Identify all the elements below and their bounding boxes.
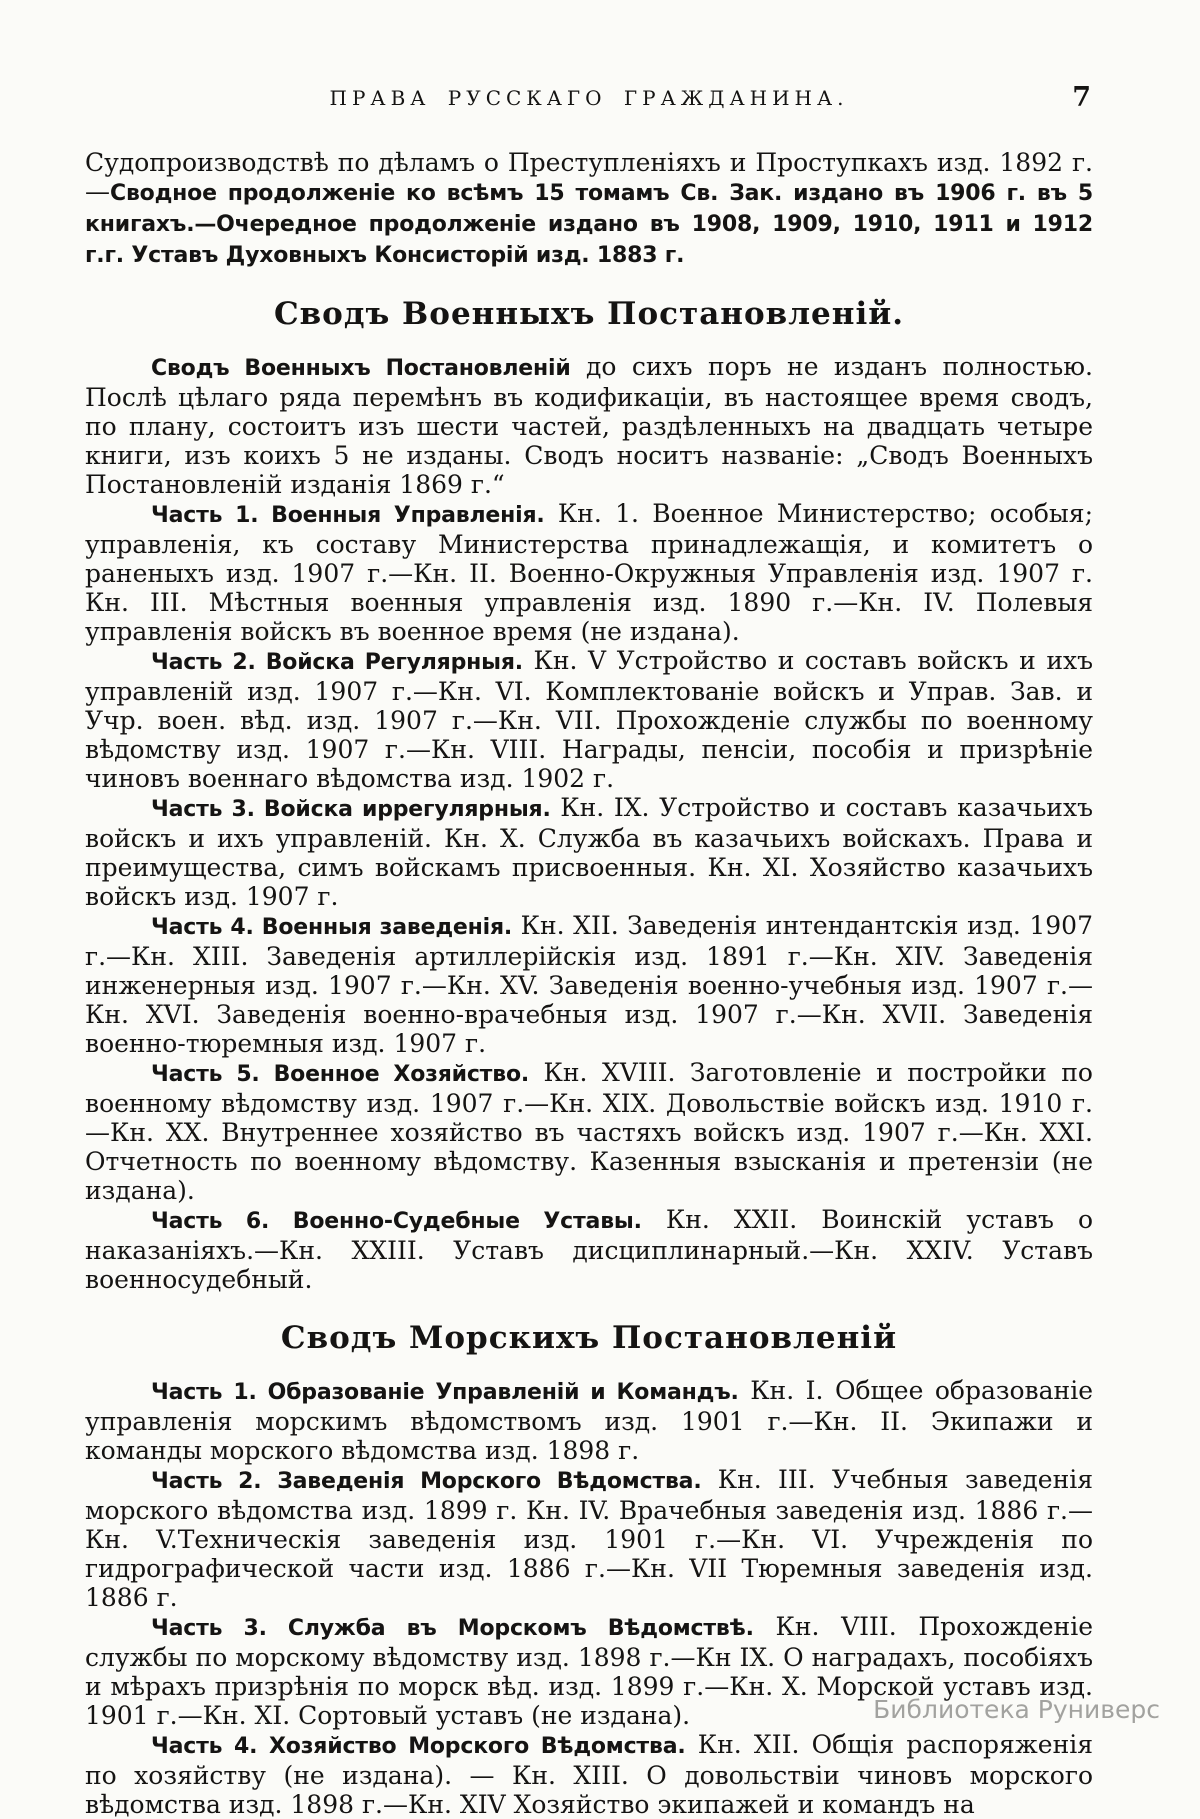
paragraph-text: Кн. VIII. Прохожденіе службы по морскому вѣдомству изд. 1898 г.—Кн IX. О наградахъ, пособіяхъ и мѣрахъ призрѣнія по морск вѣд. изд. 1899 г.—Кн. X. Морской уставъ изд. 1901 г.—Кн. XI. Сортовый уставъ (не издана).	[85, 1612, 1093, 1730]
part-label: Часть 1. Образованіе Управленій и Командъ.	[151, 1380, 739, 1405]
part-label: Часть 5. Военное Хозяйство.	[151, 1062, 530, 1087]
paragraph-text: до сихъ поръ не изданъ полностью. Послѣ цѣлаго ряда перемѣнъ въ кодификаціи, въ настоящее время сводъ, по плану, состоитъ изъ шести частей, раздѣленныхъ на двадцать четыре книги, изъ коихъ 5 не изданы. Сводъ носитъ названіе: „Сводъ Военныхъ Постановленій изданія 1869 г.“	[85, 352, 1093, 499]
military-section-heading: Сводъ Военныхъ Постановленій.	[273, 296, 905, 332]
part-label: Часть 6. Военно-Судебные Уставы.	[151, 1209, 642, 1234]
part-label: Часть 4. Военныя заведенія.	[151, 915, 513, 940]
paragraph-text: Кн. IX. Устройство и составъ казачьихъ войскъ и ихъ управленій. Кн. X. Служба въ казачьихъ войскахъ. Права и преимущества, симъ войскамъ присвоенныя. Кн. XI. Хозяйство казачьихъ войскъ изд. 1907 г.	[85, 793, 1093, 911]
part-label: Часть 3. Войска иррегулярныя.	[151, 797, 551, 822]
paragraph-text: Кн. 1. Военное Министерство; особыя; управленія, къ составу Министерства принадлежащія, и комитетъ о раненыхъ изд. 1907 г.—Кн. II. Военно-Окружныя Управленія изд. 1907 г. Кн. III. Мѣстныя военныя управленія изд. 1890 г.—Кн. IV. Полевыя управленія войскъ въ военное время (не издана).	[85, 499, 1094, 646]
intro-bold-text: Сводное продолженіе ко всѣмъ 15 томамъ Св. Зак. издано въ 1906 г. въ 5 книгахъ.—Очередное продолженіе издано въ 1908, 1909, 1910, 1911 и 1912 г.г. Уставъ Духовныхъ Консисторій изд. 1883 г.	[85, 181, 1093, 268]
part-label: Сводъ Военныхъ Постановленій	[151, 356, 571, 381]
paragraph	[85, 1205, 1093, 1294]
intro-regular-text: Судопроизводствѣ по дѣламъ о Преступленіяхъ и Проступкахъ изд. 1892 г.—	[85, 148, 1093, 206]
part-label: Часть 2. Войска Регулярныя.	[151, 650, 523, 675]
runivers-watermark: Библиотека Руниверс	[873, 1695, 1160, 1724]
part-label: Часть 4. Хозяйство Морского Вѣдомства.	[151, 1734, 686, 1759]
paragraph-text: Кн. I. Общее образованіе управленія морскимъ вѣдомствомъ изд. 1901 г.—Кн. II. Экипажи и команды морского вѣдомства изд. 1898 г.	[85, 1376, 1093, 1465]
paragraph-text: Кн. XVIII. Заготовленіе и постройки по военному вѣдомству изд. 1907 г.—Кн. XIX. Довольствіе войскъ изд. 1910 г.—Кн. XX. Внутреннее хозяйство въ частяхъ войскъ изд. 1907 г.—Кн. XXI. Отчетность по военному вѣдомству. Казенныя взысканія и претензіи (не издана).	[85, 1058, 1093, 1205]
paragraph	[85, 793, 1093, 911]
page-number: 7	[1072, 82, 1091, 113]
page-header	[85, 82, 1093, 120]
intro-paragraph	[85, 148, 1093, 270]
naval-section-heading: Сводъ Морскихъ Постановленій	[280, 1320, 898, 1356]
paragraph-text: Кн. V Устройство и составъ войскъ и ихъ управленій изд. 1907 г.—Кн. VI. Комплектованіе войскъ и Управ. Зав. и Учр. воен. вѣд. изд. 1907 г.—Кн. VII. Прохожденіе службы по военному вѣдомству изд. 1907 г.—Кн. VIII. Награды, пенсіи, пособія и призрѣніе чиновъ военнаго вѣдомства изд. 1902 г.	[85, 646, 1093, 793]
scanned-page	[85, 82, 1094, 1819]
paragraph	[85, 911, 1093, 1058]
paragraph-text: Кн. XXII. Воинскій уставъ о наказаніяхъ.—Кн. XXIII. Уставъ дисциплинарный.—Кн. XXIV. Уставъ военносудебный.	[85, 1205, 1093, 1294]
running-title: ПРАВА РУССКАГО ГРАЖДАНИНА.	[329, 86, 849, 110]
paragraph	[85, 1465, 1093, 1612]
paragraph	[85, 1058, 1093, 1205]
paragraph	[85, 646, 1093, 793]
paragraph-text: Кн. III. Учебныя заведенія морского вѣдомства изд. 1899 г. Кн. IV. Врачебныя заведенія изд. 1886 г.—Кн. V.Техническія заведенія изд. 1901 г.—Кн. VI. Учрежденія по гидрографической части изд. 1886 г.—Кн. VII Тюремныя заведенія изд. 1886 г.	[85, 1465, 1093, 1612]
part-label: Часть 1. Военныя Управленія.	[151, 503, 545, 528]
paragraph	[85, 352, 1093, 499]
paragraph	[85, 499, 1093, 646]
paragraph-text: Кн. XII. Общія распоряженія по хозяйству (не издана). — Кн. XIII. О довольствіи чиновъ морского вѣдомства изд. 1898 г.—Кн. XIV Хозяйство экипажей и командъ на	[85, 1730, 1093, 1819]
paragraph-text: Кн. XII. Заведенія интендантскія изд. 1907 г.—Кн. XIII. Заведенія артиллерійскія изд. 1891 г.—Кн. XIV. Заведенія инженерныя изд. 1907 г.—Кн. XV. Заведенія военно-учебныя изд. 1907 г.—Кн. XVI. Заведенія военно-врачебныя изд. 1907 г.—Кн. XVII. Заведенія военно-тюремныя изд. 1907 г.	[85, 911, 1093, 1058]
paragraph	[85, 1376, 1093, 1465]
paragraph	[85, 1730, 1093, 1819]
part-label: Часть 3. Служба въ Морскомъ Вѣдомствѣ.	[151, 1616, 754, 1641]
part-label: Часть 2. Заведенія Морского Вѣдомства.	[151, 1469, 702, 1494]
